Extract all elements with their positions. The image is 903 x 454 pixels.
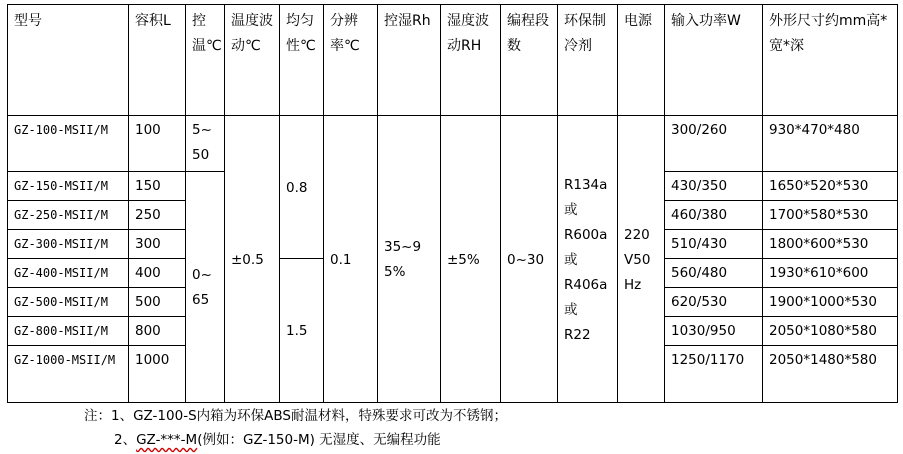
model-cell: GZ-800-MSII/M [8,317,129,346]
model-cell: GZ-150-MSII/M [8,172,129,201]
note-2-text: (例如：GZ-150-M) 无湿度、无编程功能 [197,432,441,448]
input-power-cell: 1030/950 [665,317,763,346]
header-program-segments: 编程段数 [501,5,558,116]
volume-cell: 400 [129,259,186,288]
model-cell: GZ-300-MSII/M [8,230,129,259]
model-cell: GZ-500-MSII/M [8,288,129,317]
header-input-power: 输入功率W [665,5,763,116]
refrigerant-line: R600a [564,226,608,243]
dimensions-cell: 2050*1080*580 [763,317,898,346]
refrigerant-cell [558,116,618,403]
refrigerant-line: R22 [564,326,591,343]
note-1: 注：1、GZ-100-S内箱为环保ABS耐温材料，特殊要求可改为不锈钢； [84,408,507,424]
dimensions-cell: 1800*600*530 [763,230,898,259]
header-temp-fluctuation: 温度波动℃ [225,5,280,116]
humidity-control-cell: 35~95% [378,116,441,403]
header-volume: 容积L [129,5,186,116]
dimensions-cell: 1900*1000*530 [763,288,898,317]
header-power-supply: 电源 [618,5,665,116]
volume-cell: 500 [129,288,186,317]
temp-control-cell: 5~50 [186,116,225,172]
refrigerant-line: 或 [564,301,578,318]
header-row [8,5,898,116]
header-uniformity: 均匀性℃ [280,5,324,116]
refrigerant-line: 或 [564,201,578,218]
resolution-cell: 0.1 [324,116,378,403]
dimensions-cell: 1700*580*530 [763,201,898,230]
spec-table [7,4,898,403]
uniformity-cell: 1.5 [280,259,324,403]
header-model: 型号 [8,5,129,116]
note-2-number: 2、 [114,432,137,448]
input-power-cell: 560/480 [665,259,763,288]
model-cell: GZ-1000-MSII/M [8,346,129,403]
header-refrigerant: 环保制冷剂 [558,5,618,116]
refrigerant-line: 或 [564,251,578,268]
header-humidity-control: 控湿Rh [378,5,441,116]
dimensions-cell: 1930*610*600 [763,259,898,288]
volume-cell: 150 [129,172,186,201]
header-temp-control: 控温℃ [186,5,225,116]
dimensions-cell: 2050*1480*580 [763,346,898,403]
volume-cell: 250 [129,201,186,230]
input-power-cell: 430/350 [665,172,763,201]
note-2-model-pattern: GZ-***-M [136,432,198,448]
dimensions-cell: 930*470*480 [763,116,898,172]
notes [84,404,507,452]
header-humidity-fluctuation: 湿度波动RH [441,5,501,116]
input-power-cell: 620/530 [665,288,763,317]
refrigerant-line: R406a [564,276,608,293]
refrigerant-line: R134a [564,176,608,193]
dimensions-cell: 1650*520*530 [763,172,898,201]
model-cell: GZ-400-MSII/M [8,259,129,288]
volume-cell: 800 [129,317,186,346]
power-supply-cell: 220V50Hz [618,116,665,403]
volume-cell: 100 [129,116,186,172]
input-power-cell: 300/260 [665,116,763,172]
input-power-cell: 1250/1170 [665,346,763,403]
header-dimensions: 外形尺寸约mm高*宽*深 [763,5,898,116]
humidity-fluctuation-cell: ±5% [441,116,501,403]
model-cell: GZ-250-MSII/M [8,201,129,230]
uniformity-cell: 0.8 [280,116,324,259]
volume-cell: 300 [129,230,186,259]
temp-control-cell: 0~65 [186,172,225,403]
program-segments-cell: 0~30 [501,116,558,403]
temp-fluctuation-cell: ±0.5 [225,116,280,403]
input-power-cell: 460/380 [665,201,763,230]
note-2 [84,428,507,452]
volume-cell: 1000 [129,346,186,403]
input-power-cell: 510/430 [665,230,763,259]
header-resolution: 分辨率℃ [324,5,378,116]
table-row [8,116,898,172]
model-cell: GZ-100-MSII/M [8,116,129,172]
